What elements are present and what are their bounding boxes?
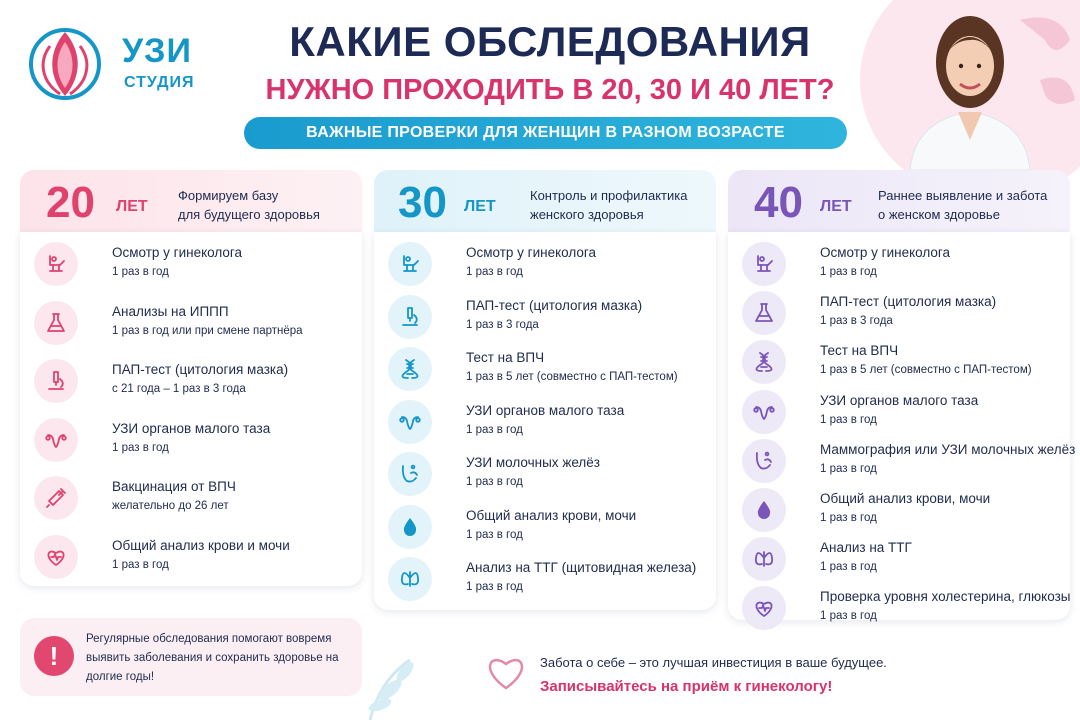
heart-pulse-icon <box>34 535 78 579</box>
age-suffix: ЛЕТ <box>116 198 148 215</box>
heart-pulse-icon <box>742 586 786 630</box>
exam-frequency: 1 раз в год <box>466 581 523 593</box>
age-column-header <box>374 170 716 232</box>
exam-item <box>388 242 710 288</box>
exam-item <box>742 242 1064 288</box>
exam-title: Тест на ВПЧ <box>466 350 545 365</box>
logo-brand: УЗИ <box>122 32 192 70</box>
exam-title: УЗИ молочных желёз <box>466 455 600 470</box>
exam-frequency: 1 раз в год <box>820 512 877 524</box>
banner: ВАЖНЫЕ ПРОВЕРКИ ДЛЯ ЖЕНЩИН В РАЗНОМ ВОЗРАСТЕ <box>244 117 847 149</box>
exam-item <box>34 418 356 464</box>
logo-subtitle: СТУДИЯ <box>124 74 195 91</box>
exam-title: Общий анализ крови, мочи <box>466 507 637 523</box>
exam-item <box>388 347 710 393</box>
footer-text: Забота о себе – это лучшая инвестиция в ваше будущее. <box>540 655 887 670</box>
exam-title: Осмотр у гинеколога <box>466 245 597 260</box>
exam-frequency: 1 раз в год <box>112 441 169 454</box>
exam-frequency: 1 раз в год <box>820 413 877 426</box>
page-subtitle: НУЖНО ПРОХОДИТЬ В 20, 30 И 40 ЛЕТ? <box>265 74 835 106</box>
exam-frequency: 1 раз в год <box>820 266 877 278</box>
exam-title: Маммография или УЗИ молочных желёз <box>820 441 1076 457</box>
exam-frequency: 1 раз в год <box>466 423 523 436</box>
subtitle-line: для будущего здоровья <box>178 207 320 222</box>
exam-list <box>728 232 1076 623</box>
subtitle-line: о женском здоровье <box>878 207 1000 222</box>
exam-title: Анализы на ИППП <box>112 303 229 319</box>
exam-title: ПАП-тест (цитология мазка) <box>466 297 643 313</box>
flask-icon <box>34 301 78 345</box>
age-number: 30 <box>398 178 447 227</box>
exam-title: УЗИ органов малого таза <box>466 402 625 418</box>
exam-item <box>742 390 1064 436</box>
syringe-icon <box>34 476 78 520</box>
exam-item <box>34 301 356 347</box>
dna-icon <box>742 340 786 384</box>
subtitle-line: Раннее выявление и забота <box>878 188 1048 203</box>
age-number: 20 <box>46 178 95 227</box>
exam-item <box>742 291 1064 337</box>
gynecology-chair-icon <box>34 242 78 286</box>
blood-drop-icon <box>388 505 432 549</box>
exam-title: Вакцинация от ВПЧ <box>112 479 236 494</box>
exam-item <box>742 439 1076 485</box>
flask-icon <box>742 291 786 335</box>
exam-item <box>388 295 710 341</box>
leaf-decoration <box>350 640 470 720</box>
exam-title: Общий анализ крови и мочи <box>112 537 290 553</box>
exam-item <box>742 340 1064 386</box>
doctor-portrait <box>870 0 1080 170</box>
exclamation-icon: ! <box>34 636 74 676</box>
lotus-logo-icon <box>20 24 110 104</box>
thyroid-icon <box>388 557 432 601</box>
microscope-icon <box>34 359 78 403</box>
exam-title: Общий анализ крови, мочи <box>820 491 991 506</box>
reminder-note <box>20 618 362 696</box>
exam-frequency: 1 раз в год <box>466 476 523 488</box>
age-column-header <box>728 170 1070 232</box>
exam-frequency: 1 раз в год <box>820 610 877 623</box>
uterus-icon <box>34 418 78 462</box>
exam-list <box>20 232 362 586</box>
age-column-subtitle <box>178 186 320 224</box>
uterus-icon <box>388 400 432 444</box>
exam-item <box>388 505 710 551</box>
exam-frequency: 1 раз в 5 лет (совместно с ПАП-тестом) <box>820 364 1032 377</box>
exam-frequency: желательно до 26 лет <box>112 500 229 512</box>
exam-item <box>742 586 1071 632</box>
exam-frequency: 1 раз в год <box>820 561 877 574</box>
exam-title: Анализ на ТТГ (щитовидная железа) <box>466 560 697 575</box>
exam-title: Осмотр у гинеколога <box>112 245 243 260</box>
exam-list <box>374 232 716 610</box>
dna-icon <box>388 347 432 391</box>
exam-item <box>388 452 710 498</box>
exam-item <box>34 242 356 288</box>
age-column-subtitle <box>878 186 1047 224</box>
microscope-icon <box>388 295 432 339</box>
blood-drop-icon <box>742 488 786 532</box>
exam-item <box>388 400 710 446</box>
exam-frequency: 1 раз в год <box>820 462 877 475</box>
footer-cta: Записывайтесь на приём к гинекологу! <box>540 678 833 695</box>
reminder-text: Регулярные обследования помогают вовремя выявить заболевания и сохранить здоровье на долгие годы! <box>86 633 339 683</box>
exam-item <box>34 476 356 522</box>
age-number: 40 <box>754 178 803 227</box>
subtitle-line: женского здоровья <box>530 207 644 222</box>
exam-frequency: с 21 года – 1 раз в 3 года <box>112 383 246 395</box>
logo <box>20 24 210 104</box>
subtitle-line: Контроль и профилактика <box>530 188 688 203</box>
page-title: КАКИЕ ОБСЛЕДОВАНИЯ <box>289 18 811 65</box>
exam-frequency: 1 раз в 5 лет (совместно с ПАП-тестом) <box>466 371 678 383</box>
gynecology-chair-icon <box>388 242 432 286</box>
exam-frequency: 1 раз в 3 года <box>820 315 893 328</box>
exam-title: Тест на ВПЧ <box>820 343 899 359</box>
exam-title: УЗИ органов малого таза <box>112 420 271 436</box>
exam-title: ПАП-тест (цитология мазка) <box>820 294 997 310</box>
exam-item <box>34 535 356 581</box>
heart-outline-icon <box>484 652 528 692</box>
exam-title: Анализ на ТТГ <box>820 540 912 556</box>
exam-frequency: 1 раз в год <box>112 558 169 571</box>
exam-item <box>34 359 356 405</box>
exam-title: УЗИ органов малого таза <box>820 392 979 408</box>
uterus-icon <box>742 390 786 434</box>
exam-item <box>388 557 710 603</box>
exam-item <box>742 537 1064 583</box>
breast-icon <box>388 452 432 496</box>
exam-frequency: 1 раз в год <box>466 266 523 278</box>
age-suffix: ЛЕТ <box>464 198 496 215</box>
exam-title: ПАП-тест (цитология мазка) <box>112 362 289 377</box>
thyroid-icon <box>742 537 786 581</box>
exam-frequency: 1 раз в 3 года <box>466 318 539 331</box>
exam-title: Проверка уровня холестерина, глюкозы <box>820 589 1071 605</box>
subtitle-line: Формируем базу <box>178 188 279 203</box>
exam-frequency: 1 раз в год или при смене партнёра <box>112 324 303 337</box>
exam-frequency: 1 раз в год <box>466 528 523 541</box>
breast-icon <box>742 439 786 483</box>
exam-item <box>742 488 1064 534</box>
exam-title: Осмотр у гинеколога <box>820 245 951 260</box>
age-column-header <box>20 170 362 232</box>
age-column-subtitle <box>530 186 687 224</box>
age-suffix: ЛЕТ <box>820 198 852 215</box>
exam-frequency: 1 раз в год <box>112 266 169 278</box>
gynecology-chair-icon <box>742 242 786 286</box>
